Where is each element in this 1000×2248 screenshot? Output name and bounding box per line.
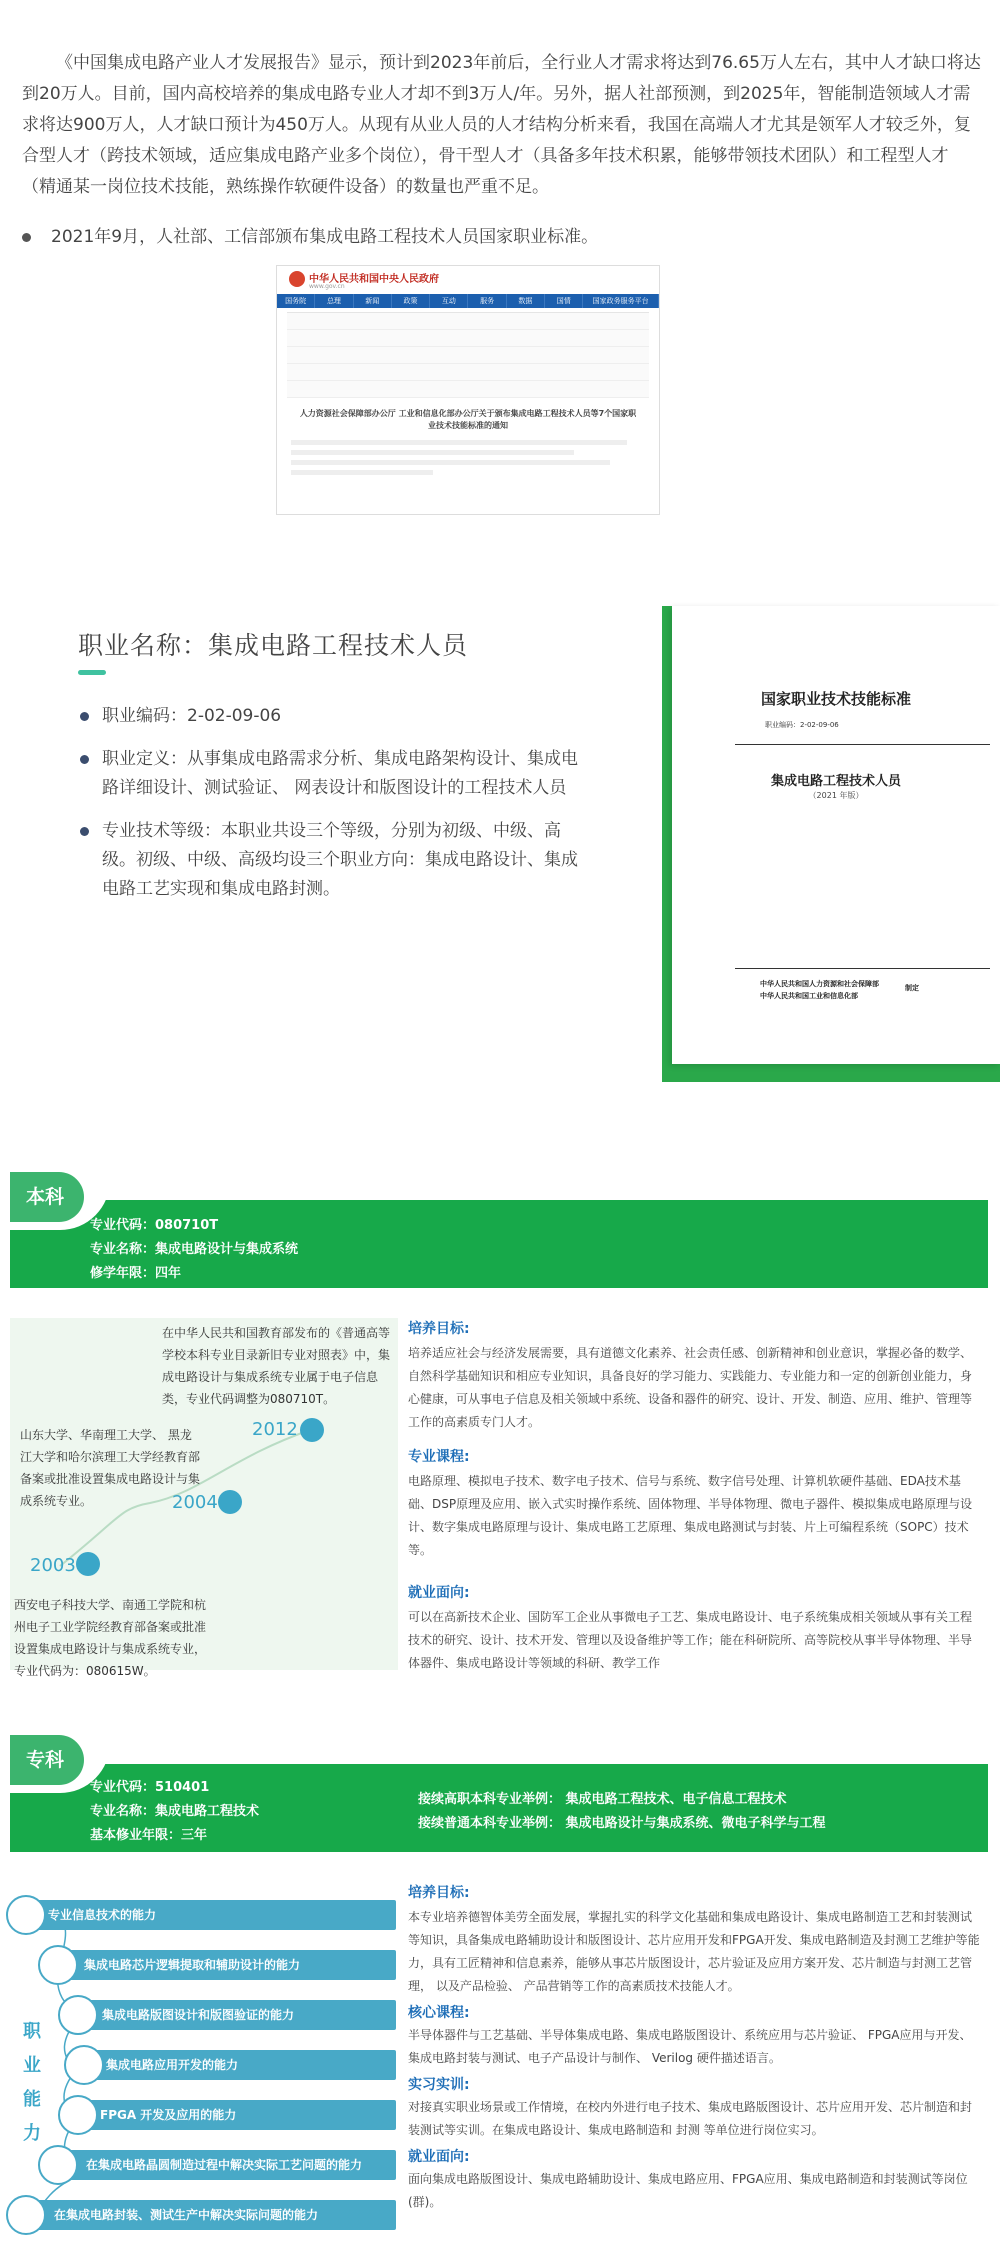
zhuanke-link-gaozhi: 接续高职本科专业举例： 集成电路工程技术、电子信息工程技术 (418, 1792, 787, 1807)
ability-item: 集成电路芯片逻辑提取和辅助设计的能力 (64, 1950, 396, 1980)
occupation-item-text: 职业编码：2-02-09-06 (102, 706, 282, 726)
gov-nav-item: 国情 (545, 294, 583, 308)
zhuanke-code: 专业代码：510401 (90, 1780, 210, 1795)
gov-nav-bar (277, 294, 659, 308)
gov-nav-item: 新闻 (354, 294, 392, 308)
timeline-node (76, 1552, 100, 1576)
ability-item: 集成电路版图设计和版图验证的能力 (84, 2000, 396, 2030)
gov-site-title: 中华人民共和国中央人民政府 (309, 274, 439, 285)
occupation-item (80, 702, 580, 731)
timeline-2012-text: 在中华人民共和国教育部发布的《普通高等学校本科专业目录新旧专业对照表》中，集成电路设计与集成系统专业属于电子信息类，专业代码调整为080710T。 (162, 1326, 391, 1406)
timeline-node (300, 1418, 324, 1442)
cover-year: （2021 年版） (808, 791, 864, 800)
zhuanke-info-bar (10, 1764, 988, 1852)
cover-issuer: 中华人民共和国工业和信息化部 (760, 992, 858, 1000)
cover-code: 职业编码：2-02-09-06 (765, 721, 839, 729)
cover-issued: 制定 (905, 984, 919, 992)
gov-nav-item: 数据 (507, 294, 545, 308)
ability-label-char: 力 (23, 2123, 41, 2144)
benke-goal: 培养适应社会与经济发展需要，具有道德文化素养、社会责任感、创新精神和创业意识，掌握必备的数学、自然科学基础知识和相应专业知识，具备良好的学习能力、实践能力、专业能力和一定的创新创业能力，身心健康，可从事电子信息及相关领域中系统、设备和器件的研究、设计、开发、制造、应用、维护、管理等工作的高素质专门人才。 (408, 1346, 973, 1429)
intro-paragraph: 《中国集成电路产业人才发展报告》显示，预计到2023年前后，全行业人才需求将达到76.65万人左右，其中人才缺口将达到20万人。目前，国内高校培养的集成电路专业人才却不到3万人/年。另外，据人社部预测，到2025年，智能制造领域人才需求将达900万人，人才缺口预计为450万人。从现有从业人员的人才结构分析来看，我国在高端人才尤其是领军人才较乏外，复合型人才（跨技术领域，适应集成电路产业多个岗位），骨干型人才（具备多年技术积累，能够带领技术团队）和工程型人才（精通某一岗位技术技能，熟练操作软硬件设备）的数量也严重不足。 (22, 53, 981, 197)
zhuanke-link-benke: 接续普通本科专业举例： 集成电路设计与集成系统、微电子科学与工程 (418, 1816, 826, 1831)
benke-job-heading: 就业面向: (408, 1585, 470, 1601)
zhuanke-core-heading: 核心课程: (408, 2005, 470, 2021)
zhuanke-core: 半导体器件与工艺基础、半导体集成电路、集成电路版图设计、系统应用与芯片验证、 FPGA应用与开发、集成电路封装与测试、电子产品设计与制作、 Verilog 硬件描述语言。 (408, 2028, 972, 2065)
benke-goal-heading: 培养目标: (408, 1321, 470, 1337)
ability-item: 集成电路应用开发的能力 (90, 2050, 396, 2080)
timeline-2004-text: 山东大学、华南理工大学、 黑龙江大学和哈尔滨理工大学经教育部备案或批准设置集成电路设计与集成系统专业。 (20, 1428, 201, 1508)
zhuanke-years: 基本修业年限：三年 (90, 1828, 208, 1843)
ability-node (6, 1895, 46, 1935)
gov-meta-table (287, 312, 649, 398)
gov-nav-item: 服务 (468, 294, 506, 308)
cover-title: 国家职业技术技能标准 (760, 690, 911, 708)
timeline-node (218, 1490, 242, 1514)
zhuanke-goal-heading: 培养目标: (408, 1885, 470, 1901)
cover-divider (735, 968, 990, 969)
gov-site-url: www.gov.cn (309, 283, 345, 290)
gov-website-screenshot (276, 265, 660, 515)
benke-course-heading: 专业课程: (408, 1449, 470, 1465)
gov-nav-item: 政策 (392, 294, 430, 308)
occupation-item (80, 745, 580, 803)
ability-node (6, 2195, 46, 2235)
zhuanke-practice: 对接真实职业场景或工作情境，在校内外进行电子技术、集成电路版图设计、芯片应用开发、芯片制造和封装测试等实训。在集成电路设计、集成电路制造和 封测 等单位进行岗位实习。 (408, 2100, 973, 2137)
year-label: 2012 (252, 1419, 298, 1440)
gov-nav-item: 国家政务服务平台 (583, 294, 659, 308)
national-emblem-icon (289, 271, 305, 287)
cover-issuers (760, 978, 879, 1002)
title-underline (78, 670, 106, 675)
year-label: 2004 (172, 1492, 218, 1513)
bullet-dot (22, 233, 31, 242)
benke-job: 可以在高新技术企业、国防军工企业从事微电子工艺、集成电路设计、电子系统集成相关领域从事有关工程技术的研究、设计、技术开发、管理以及设备维护等工作；能在科研院所、高等院校从事半导体物理、半导体器件、集成电路设计等领域的科研、教学工作 (408, 1610, 973, 1670)
occupation-item-text: 职业定义：从事集成电路需求分析、集成电路架构设计、集成电路详细设计、测试验证、 网表设计和版图设计的工程技术人员 (102, 749, 578, 798)
ability-node (38, 2145, 78, 2185)
ability-item: 专业信息技术的能力 (34, 1900, 396, 1930)
zhuanke-practice-heading: 实习实训: (408, 2077, 470, 2093)
occupation-title: 职业名称：集成电路工程技术人员 (78, 631, 469, 660)
ability-node (58, 1995, 98, 2035)
ability-node (38, 1945, 78, 1985)
bullet-dot (80, 827, 89, 836)
gov-nav-item: 国务院 (277, 294, 315, 308)
gov-notice-body (291, 440, 645, 475)
cover-issuer: 中华人民共和国人力资源和社会保障部 (760, 980, 879, 988)
standard-bullet-text: 2021年9月，人社部、工信部颁布集成电路工程技术人员国家职业标准。 (51, 227, 599, 247)
cover-divider (735, 744, 990, 745)
benke-info-bar (10, 1200, 988, 1288)
standard-bullet (22, 222, 598, 247)
zhuanke-name: 专业名称：集成电路工程技术 (90, 1804, 260, 1819)
occupation-list (80, 702, 580, 918)
benke-details (408, 1318, 983, 1675)
cover-occupation-name: 集成电路工程技术人员 (770, 774, 901, 789)
year-label: 2003 (30, 1555, 76, 1576)
occupation-item (80, 817, 580, 904)
benke-tab: 本科 (10, 1172, 84, 1222)
gov-notice-title: 人力资源社会保障部办公厅 工业和信息化部办公厅关于颁布集成电路工程技术人员等7个国家职业技术技能标准的通知 (299, 409, 637, 430)
zhuanke-details (408, 1882, 983, 2214)
zhuanke-goal: 本专业培养德智体美劳全面发展，掌握扎实的科学文化基础和集成电路设计、集成电路制造工艺和封装测试等知识，具备集成电路辅助设计和版图设计、芯片应用开发和FPGA开发、集成电路制造及封测工艺维护等能力，具有工匠精神和信息素养，能够从事芯片版图设计，芯片验证及应用方案开发、芯片制造与封测工艺管理， 以及产品检验、 产品营销等工作的高素质技术技能人才。 (408, 1910, 980, 1993)
gov-nav-item: 总理 (315, 294, 353, 308)
zhuanke-job: 面向集成电路版图设计、集成电路辅助设计、集成电路应用、FPGA应用、集成电路制造和封装测试等岗位(群)。 (408, 2172, 968, 2209)
ability-node (58, 2095, 98, 2135)
zhuanke-job-heading: 就业面向: (408, 2149, 470, 2165)
benke-name: 专业名称：集成电路设计与集成系统 (90, 1242, 299, 1257)
ability-label-char: 能 (23, 2089, 41, 2110)
benke-years: 修学年限：四年 (90, 1266, 182, 1281)
timeline-2003-text: 西安电子科技大学、南通工学院和杭州电子工业学院经教育部备案或批准设置集成电路设计与集成系统专业，专业代码为：080615W。 (14, 1598, 207, 1678)
benke-code: 专业代码：080710T (90, 1218, 219, 1233)
zhuanke-tab: 专科 (10, 1735, 84, 1785)
gov-nav-item: 互动 (430, 294, 468, 308)
benke-course: 电路原理、模拟电子技术、数字电子技术、信号与系统、数字信号处理、计算机软硬件基础、EDA技术基础、DSP原理及应用、嵌入式实时操作系统、固体物理、半导体物理、微电子器件、模拟集成电路原理与设计、数字集成电路原理与设计、集成电路工艺原理、集成电路测试与封装、片上可编程系统（SOPC）技术等。 (408, 1474, 973, 1557)
ability-label-char: 职 (23, 2021, 41, 2042)
bullet-dot (80, 712, 89, 721)
ability-item: 在集成电路封装、测试生产中解决实际问题的能力 (34, 2200, 396, 2230)
ability-item: FPGA 开发及应用的能力 (84, 2100, 396, 2130)
ability-label-char: 业 (23, 2055, 41, 2076)
ability-node (64, 2045, 104, 2085)
ability-item: 在集成电路晶圆制造过程中解决实际工艺问题的能力 (64, 2150, 396, 2180)
occupation-item-text: 专业技术等级：本职业共设三个等级，分别为初级、中级、高级。初级、中级、高级均设三个职业方向：集成电路设计、集成电路工艺实现和集成电路封测。 (102, 821, 578, 899)
bullet-dot (80, 755, 89, 764)
